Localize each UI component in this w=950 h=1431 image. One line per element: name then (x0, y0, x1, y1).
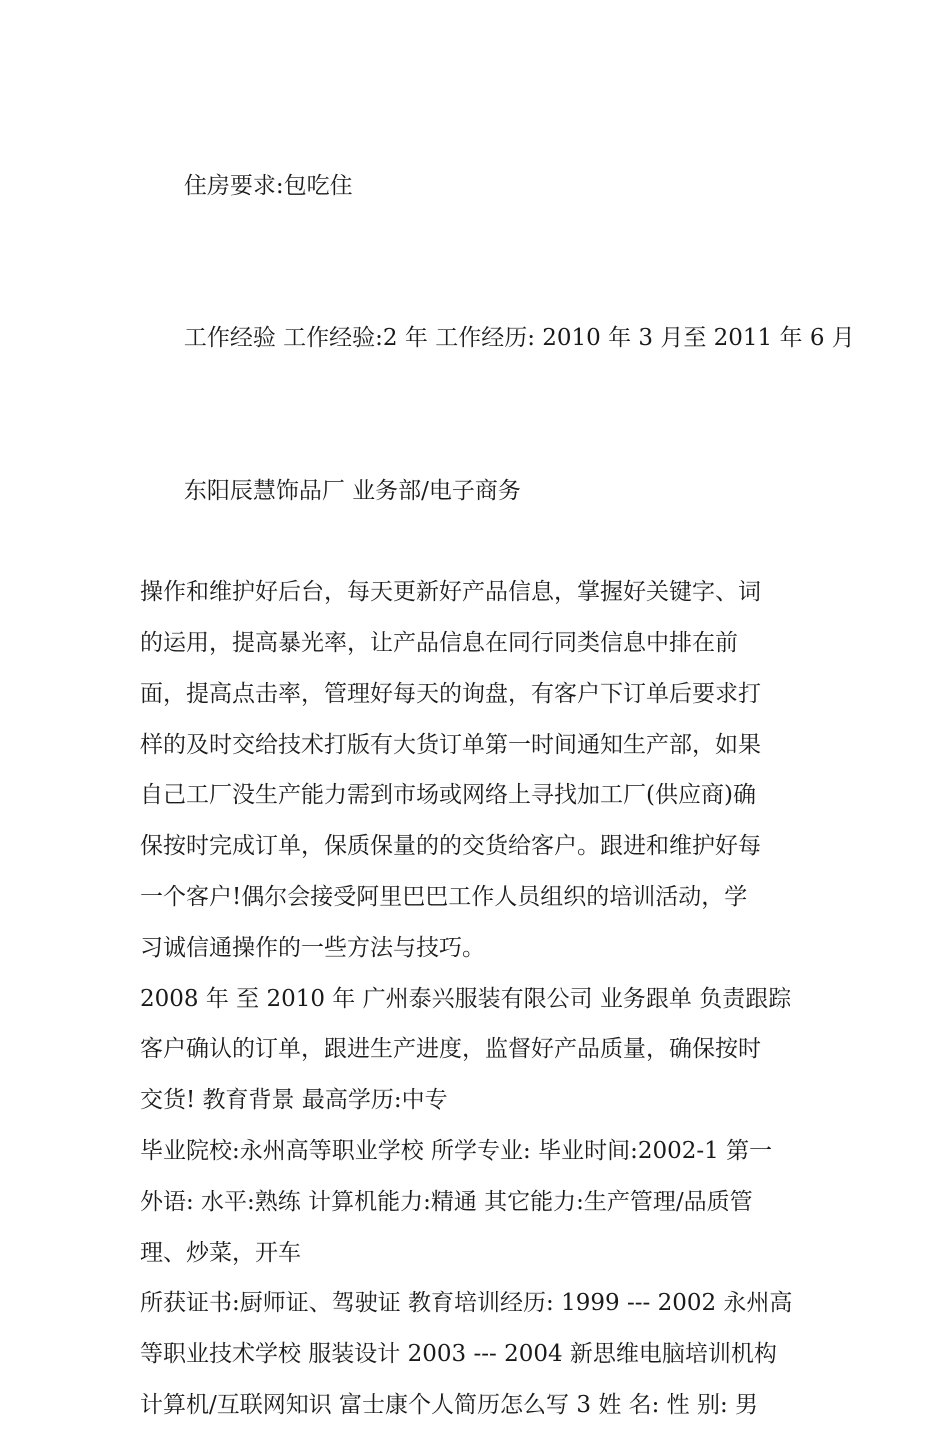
text-line: 毕业院校:永州高等职业学校 所学专业: 毕业时间:2002-1 第一 (140, 1137, 773, 1164)
text-line: 自己工厂没生产能力需到市场或网络上寻找加工厂(供应商)确 (140, 782, 756, 809)
text-line: 客户确认的订单，跟进生产进度，监督好产品质量，确保按时 (140, 1036, 761, 1063)
text-line: 住房要求:包吃住 (183, 172, 353, 199)
text-line: 外语: 水平:熟练 计算机能力:精通 其它能力:生产管理/品质管 (140, 1188, 753, 1215)
paragraph-certificates (140, 1278, 816, 1430)
text-line: 的运用，提高暴光率，让产品信息在同行同类信息中排在前 (140, 629, 738, 656)
text-line: 交货! 教育背景 最高学历:中专 (140, 1087, 448, 1114)
text-line: 工作经验 工作经验:2 年 工作经历: 2010 年 3 月至 2011 年 6 月 (183, 325, 855, 352)
paragraph-work-experience (140, 262, 855, 414)
text-line: 所获证书:厨师证、驾驶证 教育培训经历: 1999 --- 2002 永州高 (140, 1290, 793, 1317)
text-line: 样的及时交给技术打版有大货订单第一时间通知生产部，如果 (140, 731, 761, 758)
paragraph-education (140, 1126, 816, 1278)
text-line: 一个客户!偶尔会接受阿里巴巴工作人员组织的培训活动，学 (140, 883, 748, 910)
paragraph-employer (140, 415, 816, 567)
text-line: 等职业技术学校 服装设计 2003 --- 2004 新思维电脑培训机构 (140, 1341, 777, 1368)
text-line: 2008 年 至 2010 年 广州泰兴服装有限公司 业务跟单 负责跟踪 (140, 985, 792, 1012)
text-line: 习诚信通操作的一些方法与技巧。 (140, 934, 485, 961)
paragraph-job-duties (140, 567, 816, 973)
paragraph-previous-job (140, 974, 816, 1126)
text-line: 东阳辰慧饰品厂 业务部/电子商务 (183, 477, 521, 504)
paragraph-housing (140, 110, 816, 262)
text-line: 操作和维护好后台，每天更新好产品信息，掌握好关键字、词 (140, 579, 761, 606)
text-line: 计算机/互联网知识 富士康个人简历怎么写 3 姓 名: 性 别: 男 (140, 1391, 759, 1418)
text-line: 保按时完成订单，保质保量的的交货给客户。跟进和维护好每 (140, 833, 761, 860)
text-line: 理、炒菜，开车 (140, 1239, 301, 1266)
document-body (140, 110, 855, 1431)
text-line: 面，提高点击率，管理好每天的询盘，有客户下订单后要求打 (140, 680, 761, 707)
